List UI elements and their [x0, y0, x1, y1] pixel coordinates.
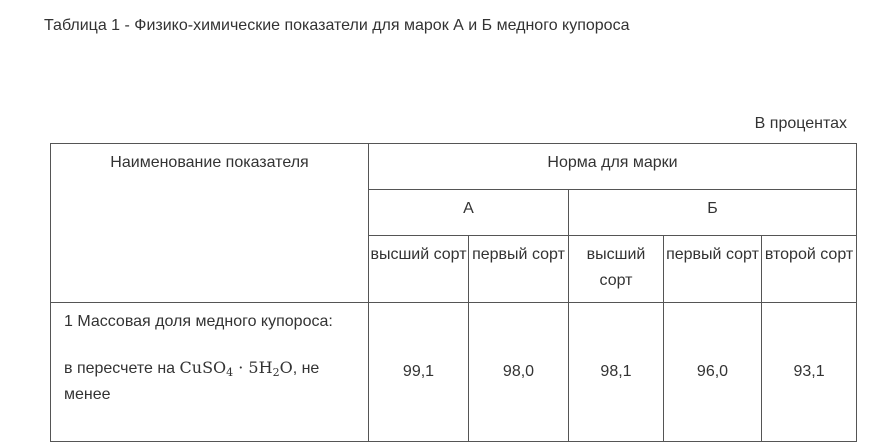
table-row — [51, 303, 857, 442]
chemical-formula: CuSO$_4$ · $5H_2O$ — [179, 358, 293, 379]
header-norm: Норма для марки — [369, 144, 857, 190]
grade-a-first: первый сорт — [469, 236, 569, 303]
header-parameter-name: Наименование показателя — [51, 144, 369, 303]
header-row-1 — [51, 144, 857, 190]
value-b-highest: 98,1 — [569, 303, 664, 442]
grade-b-highest: высший сорт — [569, 236, 664, 303]
value-b-second: 93,1 — [762, 303, 857, 442]
units-note: В процентах — [754, 115, 847, 132]
value-a-first: 98,0 — [469, 303, 569, 442]
header-mark-b: Б — [569, 190, 857, 236]
parameter-title: 1 Массовая доля медного купороса: — [64, 313, 333, 330]
parameter-name-cell — [51, 303, 369, 442]
parameter-basis-prefix: в пересчете на — [64, 360, 176, 377]
grade-b-first: первый сорт — [664, 236, 762, 303]
value-a-highest: 99,1 — [369, 303, 469, 442]
spec-table — [50, 143, 857, 442]
header-mark-a: А — [369, 190, 569, 236]
table-caption: Таблица 1 - Физико-химические показатели для марок А и Б медного купороса — [44, 17, 630, 34]
parameter-basis-suffix: , не менее — [64, 360, 320, 403]
grade-b-second: второй сорт — [762, 236, 857, 303]
value-b-first: 96,0 — [664, 303, 762, 442]
grade-a-highest: высший сорт — [369, 236, 469, 303]
